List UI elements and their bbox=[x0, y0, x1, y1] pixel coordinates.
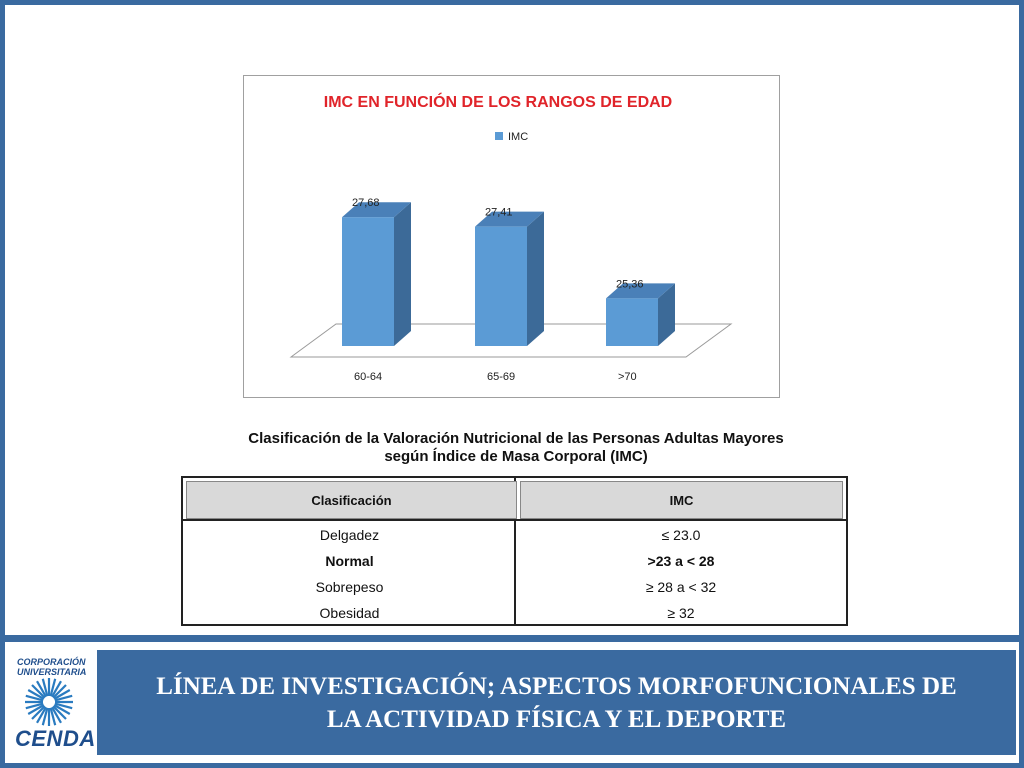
x-tick-label: >70 bbox=[618, 371, 637, 383]
table-cell-clasificacion: Delgadez bbox=[319, 527, 380, 543]
table-title-line1: Clasificación de la Valoración Nutricional de las Personas Adultas Mayores bbox=[248, 430, 784, 447]
bar-side bbox=[394, 202, 411, 346]
bar-side bbox=[527, 212, 544, 346]
banner-text bbox=[127, 670, 987, 736]
table-row bbox=[183, 574, 846, 600]
table-cell-imc: ≥ 28 a < 32 bbox=[645, 579, 717, 595]
table-header-clasificacion: Clasificación bbox=[186, 481, 517, 519]
data-label: 25,36 bbox=[616, 278, 644, 291]
logo-name: CENDA bbox=[15, 726, 96, 751]
cenda-logo bbox=[5, 642, 97, 752]
bar bbox=[606, 298, 658, 346]
x-tick-label: 60-64 bbox=[354, 371, 383, 383]
table-row bbox=[183, 548, 846, 574]
table-cell-imc: >23 a < 28 bbox=[647, 553, 715, 569]
logo-caption-line1: CORPORACIÓN bbox=[17, 657, 86, 667]
banner-line1: LÍNEA DE INVESTIGACIÓN; ASPECTOS MORFOFUNCIONALES DE bbox=[156, 672, 957, 700]
research-line-banner bbox=[97, 650, 1016, 755]
table-header-row bbox=[186, 481, 843, 519]
table-cell-clasificacion: Obesidad bbox=[319, 605, 380, 621]
slide-content bbox=[5, 5, 1019, 635]
table-body bbox=[183, 522, 846, 626]
table-header-divider bbox=[183, 519, 846, 521]
table-cell-imc: ≤ 23.0 bbox=[661, 527, 701, 543]
table-row bbox=[183, 600, 846, 626]
table-row bbox=[183, 522, 846, 548]
chart-panel bbox=[243, 75, 780, 398]
table-cell-imc: ≥ 32 bbox=[667, 605, 695, 621]
logo-caption-line2: UNIVERSITARIA bbox=[17, 667, 87, 677]
x-tick-label: 65-69 bbox=[487, 371, 516, 383]
imc-classification-table bbox=[181, 476, 848, 626]
footer bbox=[5, 642, 1019, 763]
bar-chart bbox=[244, 76, 779, 397]
bar bbox=[342, 217, 394, 346]
table-title bbox=[181, 430, 851, 466]
table-cell-clasificacion: Normal bbox=[325, 553, 374, 569]
table-title-line2: según Índice de Masa Corporal (IMC) bbox=[384, 448, 648, 465]
bar bbox=[475, 227, 527, 346]
legend-swatch bbox=[495, 132, 503, 140]
chart-title: IMC EN FUNCIÓN DE LOS RANGOS DE EDAD bbox=[323, 94, 673, 111]
table-header-imc: IMC bbox=[520, 481, 843, 519]
data-label: 27,68 bbox=[352, 197, 380, 210]
data-label: 27,41 bbox=[485, 206, 513, 219]
banner-line2: LA ACTIVIDAD FÍSICA Y EL DEPORTE bbox=[326, 705, 787, 733]
logo-sunburst-icon bbox=[5, 672, 97, 732]
legend-label: IMC bbox=[508, 131, 529, 143]
table-cell-clasificacion: Sobrepeso bbox=[315, 579, 384, 595]
